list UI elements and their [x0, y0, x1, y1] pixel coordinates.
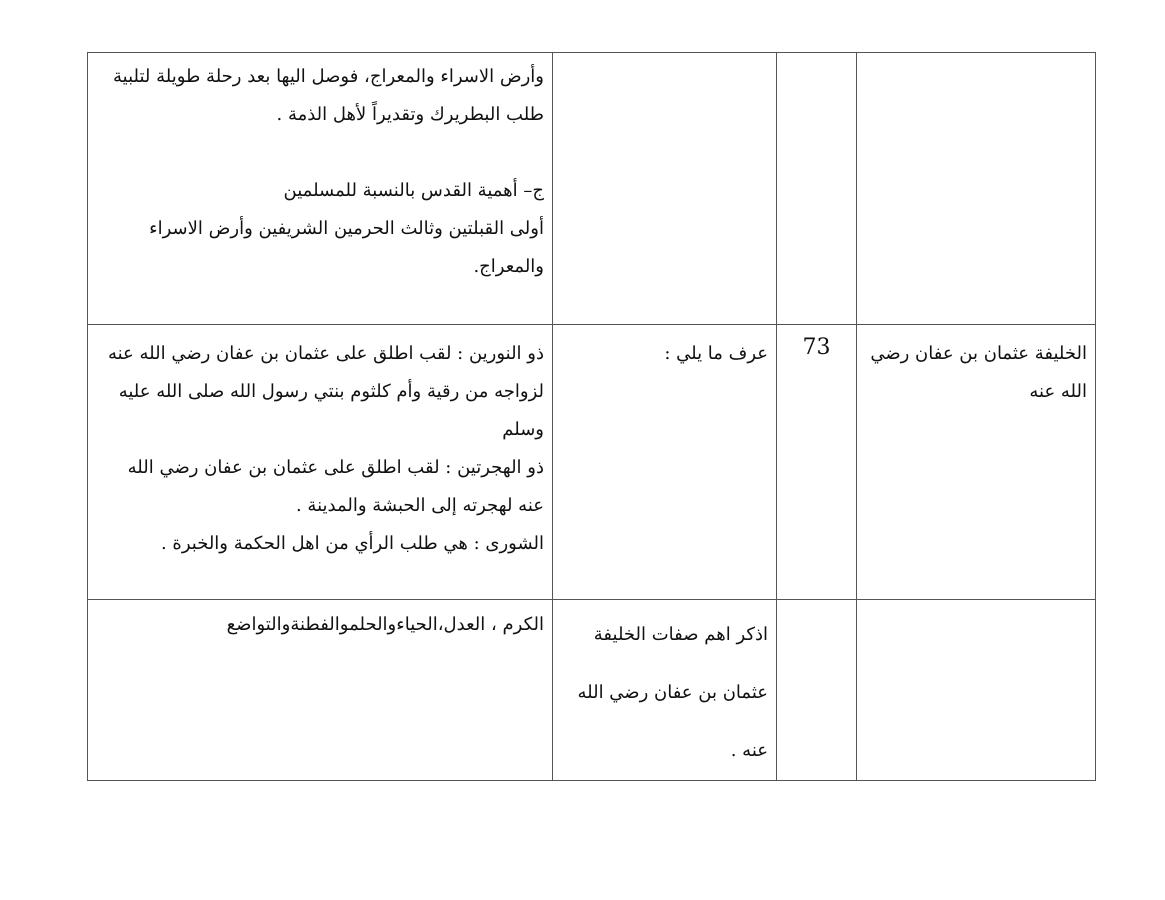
answer-line: الشورى : هي طلب الرأي من اهل الحكمة والخبرة .	[160, 533, 544, 554]
answer-line: وأرض الاسراء والمعراج، فوصل اليها بعد رحلة طويلة لتلبية	[112, 66, 544, 87]
table-row	[88, 600, 1096, 781]
blank-line	[94, 134, 544, 172]
answer-cell	[88, 600, 553, 781]
answer-line: أولى القبلتين وثالث الحرمين الشريفين وأرض الاسراء	[149, 218, 544, 239]
question-number: 73	[802, 335, 831, 360]
topic-cell	[857, 325, 1096, 600]
topic-cell	[857, 53, 1096, 325]
answer-line: عنه لهجرته إلى الحبشة والمدينة .	[295, 495, 544, 516]
answer-line: والمعراج.	[473, 256, 544, 277]
number-cell	[777, 53, 857, 325]
question-cell	[553, 600, 777, 781]
answer-line: وسلم	[502, 419, 544, 440]
answer-line: الكرم ، العدل،الحياءوالحلموالفطنةوالتواضع	[226, 614, 544, 635]
answer-line: ذو الهجرتين : لقب اطلق على عثمان بن عفان رضي الله	[127, 457, 544, 478]
answer-heading: ج– أهمية القدس بالنسبة للمسلمين	[283, 180, 544, 201]
topic-cell	[857, 600, 1096, 781]
answer-cell	[88, 325, 553, 600]
lesson-table	[87, 52, 1096, 781]
topic-line: الله عنه	[1029, 381, 1087, 402]
question-number	[777, 53, 856, 63]
answer-cell	[88, 53, 553, 325]
number-cell	[777, 600, 857, 781]
table-row	[88, 325, 1096, 600]
answer-line: ذو النورين : لقب اطلق على عثمان بن عفان رضي الله عنه	[107, 343, 544, 364]
number-cell	[777, 325, 857, 600]
topic-line: الخليفة عثمان بن عفان رضي	[870, 343, 1087, 364]
table-row	[88, 53, 1096, 325]
question-line: عثمان بن عفان رضي الله	[577, 682, 768, 703]
question-number	[777, 600, 856, 610]
question-cell	[553, 53, 777, 325]
answer-line: لزواجه من رقية وأم كلثوم بنتي رسول الله صلى الله عليه	[118, 381, 544, 402]
answer-line: طلب البطريرك وتقديراً لأهل الذمة .	[276, 104, 544, 125]
question-line: عنه .	[730, 740, 768, 761]
question-line: عرف ما يلي :	[664, 343, 768, 364]
question-cell	[553, 325, 777, 600]
question-line: اذكر اهم صفات الخليفة	[593, 624, 768, 645]
